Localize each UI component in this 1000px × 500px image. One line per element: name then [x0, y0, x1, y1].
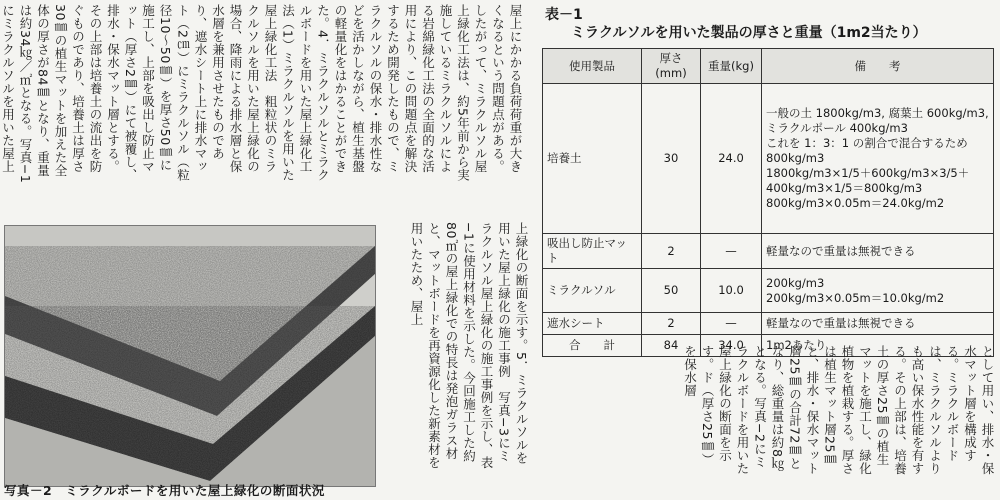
cell-product: 吸出し防止マット [543, 234, 642, 269]
note-line: 800kg/m3×0.05m＝24.0kg/m2 [766, 196, 945, 210]
note-line: 200kg/m3 [766, 275, 825, 290]
cell-thickness: 84 [642, 335, 701, 357]
board-layers-image [5, 226, 375, 486]
cell-notes: 軽量なので重量は無視できる [762, 234, 994, 269]
cell-thickness: 2 [642, 234, 701, 269]
product-spec-table [542, 48, 994, 357]
cell-thickness: 50 [642, 269, 701, 313]
photo-caption: 写真－2 ミラクルボードを用いた屋上緑化の断面状況 [4, 483, 325, 498]
cell-notes: 軽量なので重量は無視できる [762, 313, 994, 335]
article-text-middle: 上緑化の断面を示す。5．ミラクルソルを用いた屋上緑化の施工事例 写真−3にミラクルソル屋上緑化の施工事例を示し、表−1に使用材料を示した。今回施工した約80㎡の屋上緑化での特長は発泡ガラス材と、マットボードを再資源化した新素材を用いたため、屋上 [409, 222, 529, 469]
cell-weight: — [701, 234, 762, 269]
note-line: 一般の土 1800kg/m3, 腐葉土 600kg/m3, ミラクルポール 400kg/m3 [766, 106, 989, 135]
table-row [543, 313, 994, 335]
table-title [545, 6, 995, 42]
table-row [543, 269, 994, 313]
cell-product: 合 計 [543, 335, 642, 357]
cell-product: 培養土 [543, 84, 642, 234]
article-text-right: として用い、排水・保水マット層を構成する。ミラクルボードは、ミラクルソルよりも高い保水性能を有する。その上部は、培養土の厚さ25㎜の植生マットを施工し、緑化植物を植栽する。厚さは植生マット層25㎜と、排水・保水マット層25㎜の合計72㎜となり、総重量は約8㎏となる。写真−2にミラクルボードを用いた屋上緑化の断面を示す。ド（厚さ25㎜）を保水層 [682, 345, 995, 475]
table-header-row [543, 49, 994, 84]
table-row [543, 84, 994, 234]
cell-product: ミラクルソル [543, 269, 642, 313]
cross-section-photo [4, 225, 376, 487]
header-product: 使用製品 [543, 49, 642, 84]
header-thickness: 厚さ(mm) [642, 49, 701, 84]
table-row [543, 234, 994, 269]
header-notes: 備 考 [762, 49, 994, 84]
cell-notes [762, 269, 994, 313]
cell-weight: — [701, 313, 762, 335]
note-line: これを 1：3：1 の割合で混合するため 800kg/m3 [766, 136, 968, 165]
cell-notes: 1m2あたり [762, 335, 994, 357]
cell-notes [762, 84, 994, 234]
note-line: 200kg/m3×0.05m＝10.0kg/m2 [766, 290, 945, 305]
cell-thickness: 30 [642, 84, 701, 234]
cell-weight: 34.0 [701, 335, 762, 357]
note-line: 1800kg/m3×1/5＋600kg/m3×3/5＋400kg/m3×1/5＝800kg/m3 [766, 166, 970, 195]
header-weight: 重量(kg) [701, 49, 762, 84]
article-text-upper: 屋上にかかる負荷荷重が大きくなるという問題点がある。したがって、ミラクルソル屋上緑化工法は、約5年前から実施しているミラクルソルによる岩綿緑化工法の全面的な活用により、この問題点を解決するため開発したもので、ミラクルソルの保水・排水性などを活かしながら、植生基盤の軽量化をはかることができた。4．ミラクルソルとミラクルボードを用いた屋上緑化工法（1）ミラクルソルを用いた屋上緑化工法 粗粒状のミラクルソルを用いた屋上緑化の場合、降雨による排水層と保水層を兼用させたものであり、遮水シート上に排水マット（2㎝）にミラクルソル（粒径10～50㎜）を厚さ50㎜に施工し、上部を吸出し防止マット（厚さ2㎜）にて被覆し、排水・保水マット層とする。その上部は培養土の流出を防ぐものであり、培養土は厚さ30㎜の植生マットを加えた全体の厚さが84㎜となり、重量は約34㎏／㎡となる。写真−1にミラクルソルを用いた屋上 [0, 4, 523, 184]
table-caption: ミラクルソルを用いた製品の厚さと重量（1m2当たり） [571, 25, 927, 41]
cell-thickness: 2 [642, 313, 701, 335]
cell-product: 遮水シート [543, 313, 642, 335]
table-label: 表－1 [545, 7, 583, 23]
cell-weight: 10.0 [701, 269, 762, 313]
cell-weight: 24.0 [701, 84, 762, 234]
